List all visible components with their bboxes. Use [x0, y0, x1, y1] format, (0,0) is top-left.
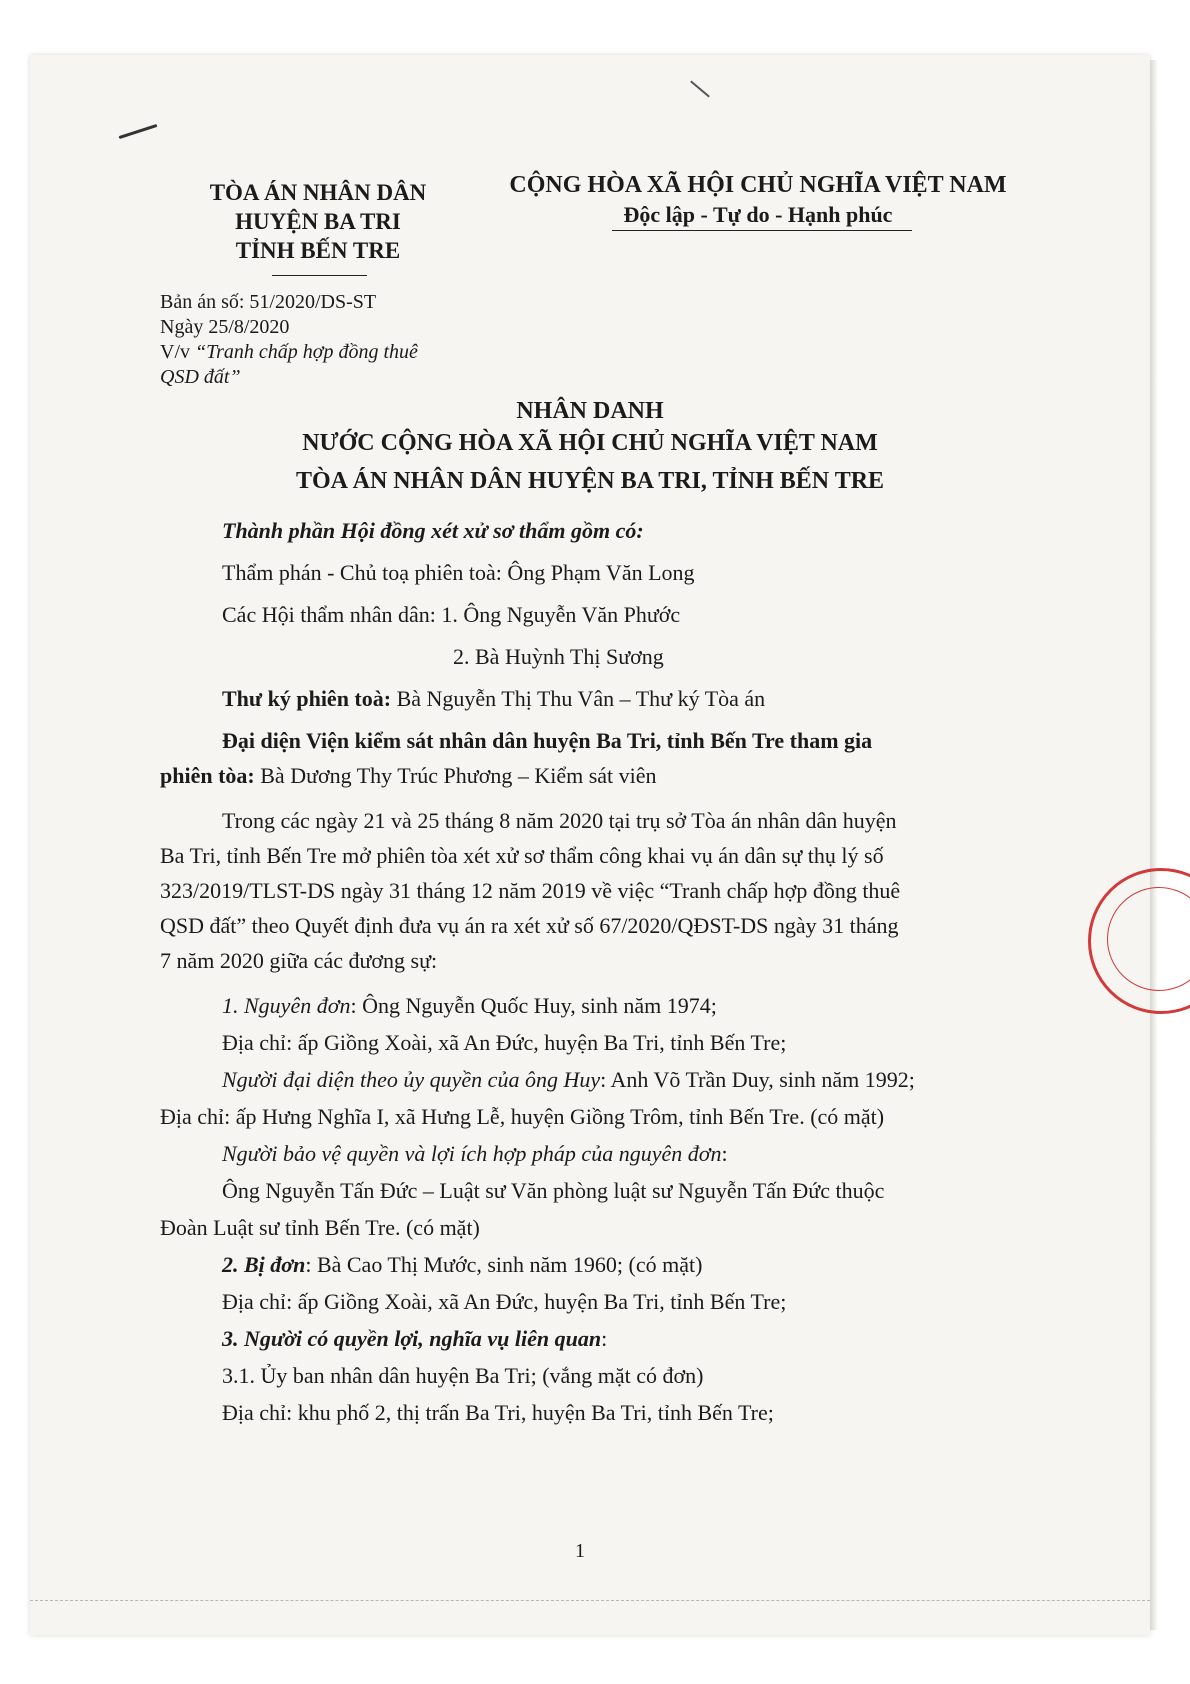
protector-heading	[222, 1141, 728, 1167]
procuracy-label-cont: phiên tòa:	[160, 763, 255, 788]
juror-2-line: 2. Bà Huỳnh Thị Sương	[453, 644, 664, 669]
plaintiff-address: Địa chỉ: ấp Giồng Xoài, xã An Đức, huyện Ba Tri, tỉnh Bến Tre;	[222, 1030, 787, 1055]
court-line: HUYỆN BA TRI	[235, 209, 401, 234]
clerk-line	[222, 686, 765, 712]
court-line: TỈNH BẾN TRE	[235, 238, 401, 263]
subject-text: “Tranh chấp hợp đồng thuê	[195, 341, 418, 363]
footer-divider	[30, 1600, 1150, 1601]
title-in-name: NHÂN DANH	[516, 398, 664, 424]
clerk-label: Thư ký phiên toà:	[222, 686, 392, 711]
title-court: TÒA ÁN NHÂN DÂN HUYỆN BA TRI, TỈNH BẾN TRE	[295, 468, 885, 494]
procuracy-name: Bà Dương Thy Trúc Phương – Kiểm sát viên	[254, 763, 657, 788]
case-number: Bản án số: 51/2020/DS-ST	[160, 291, 377, 313]
case-subject	[160, 340, 418, 365]
defendant-name: : Bà Cao Thị Mước, sinh năm 1960; (có mặt)	[305, 1252, 703, 1277]
defendant-label: 2. Bị đơn	[222, 1252, 306, 1277]
judge-line: Thẩm phán - Chủ toạ phiên toà: Ông Phạm Văn Long	[222, 560, 695, 585]
representative-address: Địa chỉ: ấp Hưng Nghĩa I, xã Hưng Lễ, huyện Giồng Trôm, tỉnh Bến Tre. (có mặt)	[160, 1104, 885, 1129]
case-subject-cont: QSD đất”	[160, 366, 241, 388]
procuracy-line	[160, 763, 657, 789]
related-party-colon: :	[601, 1326, 608, 1351]
representative-label: Người đại diện theo ủy quyền của ông Huy	[222, 1067, 601, 1092]
plaintiff-label: 1. Nguyên đơn	[222, 993, 351, 1018]
panel-heading: Thành phần Hội đồng xét xử sơ thẩm gồm có:	[222, 518, 644, 543]
intro-line: Trong các ngày 21 và 25 tháng 8 năm 2020 tại trụ sở Tòa án nhân dân huyện	[222, 808, 897, 833]
representative-line	[222, 1067, 915, 1093]
page-edge	[1150, 60, 1158, 1630]
national-header	[478, 170, 1038, 230]
motto-underline	[612, 230, 912, 231]
representative-name: : Anh Võ Trần Duy, sinh năm 1992;	[600, 1067, 915, 1092]
protector-line-cont: Đoàn Luật sư tỉnh Bến Tre. (có mặt)	[160, 1215, 480, 1240]
intro-line: QSD đất” theo Quyết định đưa vụ án ra xét xử số 67/2020/QĐST-DS ngày 31 tháng	[160, 913, 899, 938]
protector-label: Người bảo vệ quyền và lợi ích hợp pháp của nguyên đơn	[222, 1141, 722, 1166]
plaintiff-name: : Ông Nguyễn Quốc Huy, sinh năm 1974;	[350, 993, 717, 1018]
plaintiff-line	[222, 993, 717, 1019]
related-party-heading	[222, 1326, 607, 1352]
protector-line: Ông Nguyễn Tấn Đức – Luật sư Văn phòng luật sư Nguyễn Tấn Đức thuộc	[222, 1178, 885, 1203]
intro-line: Ba Tri, tỉnh Bến Tre mở phiên tòa xét xử sơ thẩm công khai vụ án dân sự thụ lý số	[160, 843, 884, 868]
related-party-label: 3. Người có quyền lợi, nghĩa vụ liên quan	[222, 1326, 602, 1351]
related-party-1-address: Địa chỉ: khu phố 2, thị trấn Ba Tri, huyện Ba Tri, tỉnh Bến Tre;	[222, 1400, 774, 1425]
clerk-name: Bà Nguyễn Thị Thu Vân – Thư ký Tòa án	[391, 686, 766, 711]
court-name-block	[188, 178, 448, 265]
page-number: 1	[575, 1540, 585, 1562]
related-party-1: 3.1. Ủy ban nhân dân huyện Ba Tri; (vắng mặt có đơn)	[222, 1363, 704, 1388]
defendant-line	[222, 1252, 702, 1278]
republic-name: CỘNG HÒA XÃ HỘI CHỦ NGHĨA VIỆT NAM	[509, 172, 1007, 198]
national-motto: Độc lập - Tự do - Hạnh phúc	[623, 202, 893, 227]
protector-colon: :	[721, 1141, 728, 1166]
defendant-address: Địa chỉ: ấp Giồng Xoài, xã An Đức, huyện Ba Tri, tỉnh Bến Tre;	[222, 1289, 787, 1314]
title-republic: NƯỚC CỘNG HÒA XÃ HỘI CHỦ NGHĨA VIỆT NAM	[302, 430, 878, 456]
subject-prefix: V/v	[160, 341, 195, 363]
jurors-line: Các Hội thẩm nhân dân: 1. Ông Nguyễn Văn Phước	[222, 602, 681, 627]
court-line: TÒA ÁN NHÂN DÂN	[209, 180, 427, 205]
court-underline	[272, 275, 367, 276]
procuracy-label: Đại diện Viện kiểm sát nhân dân huyện Ba Tri, tỉnh Bến Tre tham gia	[222, 728, 873, 753]
case-date: Ngày 25/8/2020	[160, 316, 290, 338]
intro-line: 323/2019/TLST-DS ngày 31 tháng 12 năm 2019 về việc “Tranh chấp hợp đồng thuê	[160, 878, 901, 903]
intro-line: 7 năm 2020 giữa các đương sự:	[160, 948, 438, 973]
